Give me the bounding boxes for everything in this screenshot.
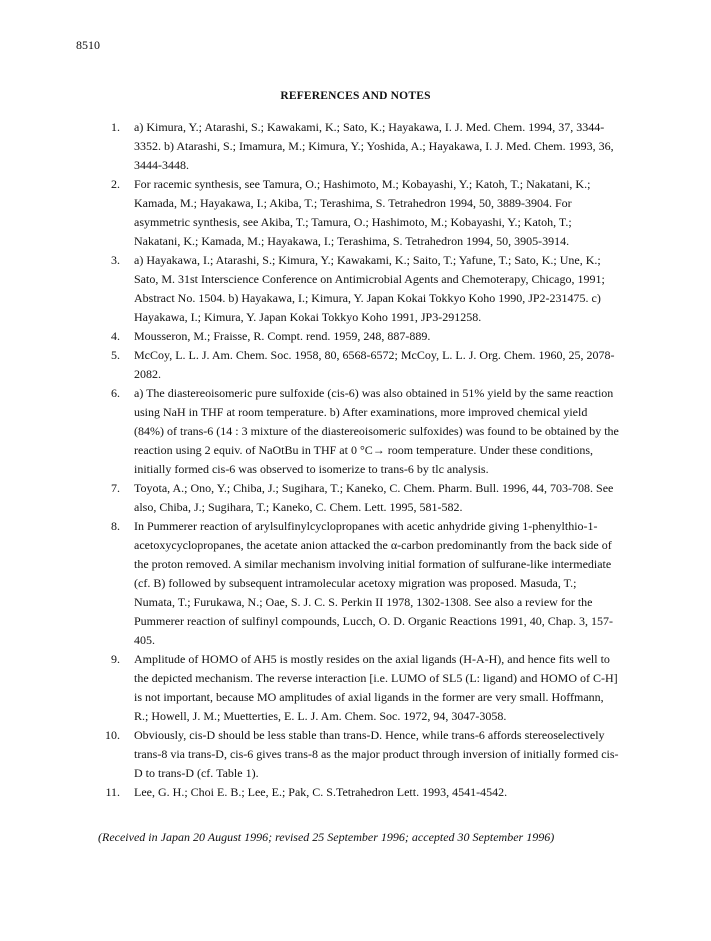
reference-item [100, 384, 620, 479]
reference-item [100, 118, 620, 175]
reference-item [100, 327, 620, 346]
reference-item [100, 346, 620, 384]
reference-number: 9. [111, 652, 120, 666]
reference-text: McCoy, L. L. J. Am. Chem. Soc. 1958, 80, 6568-6572; McCoy, L. L. J. Org. Chem. 1960, 25, 2078-2082. [134, 348, 615, 381]
reference-text: In Pummerer reaction of arylsulfinylcyclopropanes with acetic anhydride giving 1-phenylthio-1-acetoxycyclopropanes, the acetate anion attacked the α-carbon predominantly from the back side of the proton removed. A similar mechanism involving initial formation of sulfurane-like intermediate (cf. B) followed by subsequent intramolecular acetoxy migration was proposed. Masuda, T.; Numata, T.; Furukawa, N.; Oae, S. J. C. S. Perkin II 1978, 1302-1308. See also a review for the Pummerer reaction of sulfinyl compounds, Lucch, O. D. Organic Reactions 1991, 40, Chap. 3, 157-405. [134, 519, 614, 647]
reference-number: 10. [105, 728, 120, 742]
reference-item [100, 517, 620, 650]
reference-text: a) The diastereoisomeric pure sulfoxide (cis-6) was also obtained in 51% yield by the same reaction using NaH in THF at room temperature. b) After examinations, more improved chemical yield (84%) of trans-6 (14 : 3 mixture of the diastereoisomeric sulfoxides) was found to be obtained by the reaction using 2 equiv. of NaOtBu in THF at 0 °C→ room temperature. Under these conditions, initially formed cis-6 was observed to isomerize to trans-6 by tlc analysis. [134, 386, 619, 476]
reference-number: 7. [111, 481, 120, 495]
reference-number: 11. [105, 785, 120, 799]
reference-text: a) Hayakawa, I.; Atarashi, S.; Kimura, Y.; Kawakami, K.; Saito, T.; Yafune, T.; Sato, K.; Une, K.; Sato, M. 31st Interscience Conference on Antimicrobial Agents and Chemoterapy, Chicago, 1991; Abstract No. 1504. b) Hayakawa, I.; Kimura, Y. Japan Kokai Tokkyo Koho 1990, JP2-231475. c) Hayakawa, I.; Kimura, Y. Japan Kokai Tokkyo Koho 1991, JP3-291258. [134, 253, 605, 324]
reference-item [100, 479, 620, 517]
reference-text: Toyota, A.; Ono, Y.; Chiba, J.; Sugihara, T.; Kaneko, C. Chem. Pharm. Bull. 1996, 44, 703-708. See also, Chiba, J.; Sugihara, T.; Kaneko, C. Chem. Lett. 1995, 581-582. [134, 481, 614, 514]
reference-item [100, 251, 620, 327]
reference-number: 4. [111, 329, 120, 343]
reference-number: 1. [111, 120, 120, 134]
reference-text: Mousseron, M.; Fraisse, R. Compt. rend. 1959, 248, 887-889. [134, 329, 431, 343]
reference-item [100, 175, 620, 251]
reference-item [100, 726, 620, 783]
reference-number: 8. [111, 519, 120, 533]
reference-number: 6. [111, 386, 120, 400]
reference-item [100, 650, 620, 726]
reference-text: Obviously, cis-D should be less stable than trans-D. Hence, while trans-6 affords stereoselectively trans-8 via trans-D, cis-6 gives trans-8 as the major product through inversion of initially formed cis-D to trans-D (cf. Table 1). [134, 728, 619, 780]
reference-text: a) Kimura, Y.; Atarashi, S.; Kawakami, K.; Sato, K.; Hayakawa, I. J. Med. Chem. 1994, 37, 3344-3352. b) Atarashi, S.; Imamura, M.; Kimura, Y.; Yoshida, A.; Hayakawa, I. J. Med. Chem. 1993, 36, 3444-3448. [134, 120, 614, 172]
reference-text: For racemic synthesis, see Tamura, O.; Hashimoto, M.; Kobayashi, Y.; Katoh, T.; Nakatani, K.; Kamada, M.; Hayakawa, I.; Akiba, T.; Terashima, S. Tetrahedron 1994, 50, 3889-3904. For asymmetric synthesis, see Akiba, T.; Tamura, O.; Hashimoto, M.; Kobayashi, Y.; Katoh, T.; Nakatani, K.; Kamada, M.; Hayakawa, I.; Terashima, S. Tetrahedron 1994, 50, 3905-3914. [134, 177, 591, 248]
reference-text: Amplitude of HOMO of AH5 is mostly resides on the axial ligands (H-A-H), and hence fits well to the depicted mechanism. The reverse interaction [i.e. LUMO of SL5 (L: ligand) and HOMO of C-H] is not important, because MO amplitudes of axial ligands in the former are very small. Hoffmann, R.; Howell, J. M.; Muetterties, E. L. J. Am. Chem. Soc. 1972, 94, 3047-3058. [134, 652, 618, 723]
references-list [100, 118, 620, 802]
reference-number: 3. [111, 253, 120, 267]
received-dates: (Received in Japan 20 August 1996; revised 25 September 1996; accepted 30 September 1996) [98, 830, 555, 844]
reference-number: 5. [111, 348, 120, 362]
page-number: 8510 [76, 38, 100, 52]
reference-item [100, 783, 620, 802]
section-title: REFERENCES AND NOTES [280, 90, 431, 102]
reference-number: 2. [111, 177, 120, 191]
reference-text: Lee, G. H.; Choi E. B.; Lee, E.; Pak, C. S.Tetrahedron Lett. 1993, 4541-4542. [134, 785, 508, 799]
